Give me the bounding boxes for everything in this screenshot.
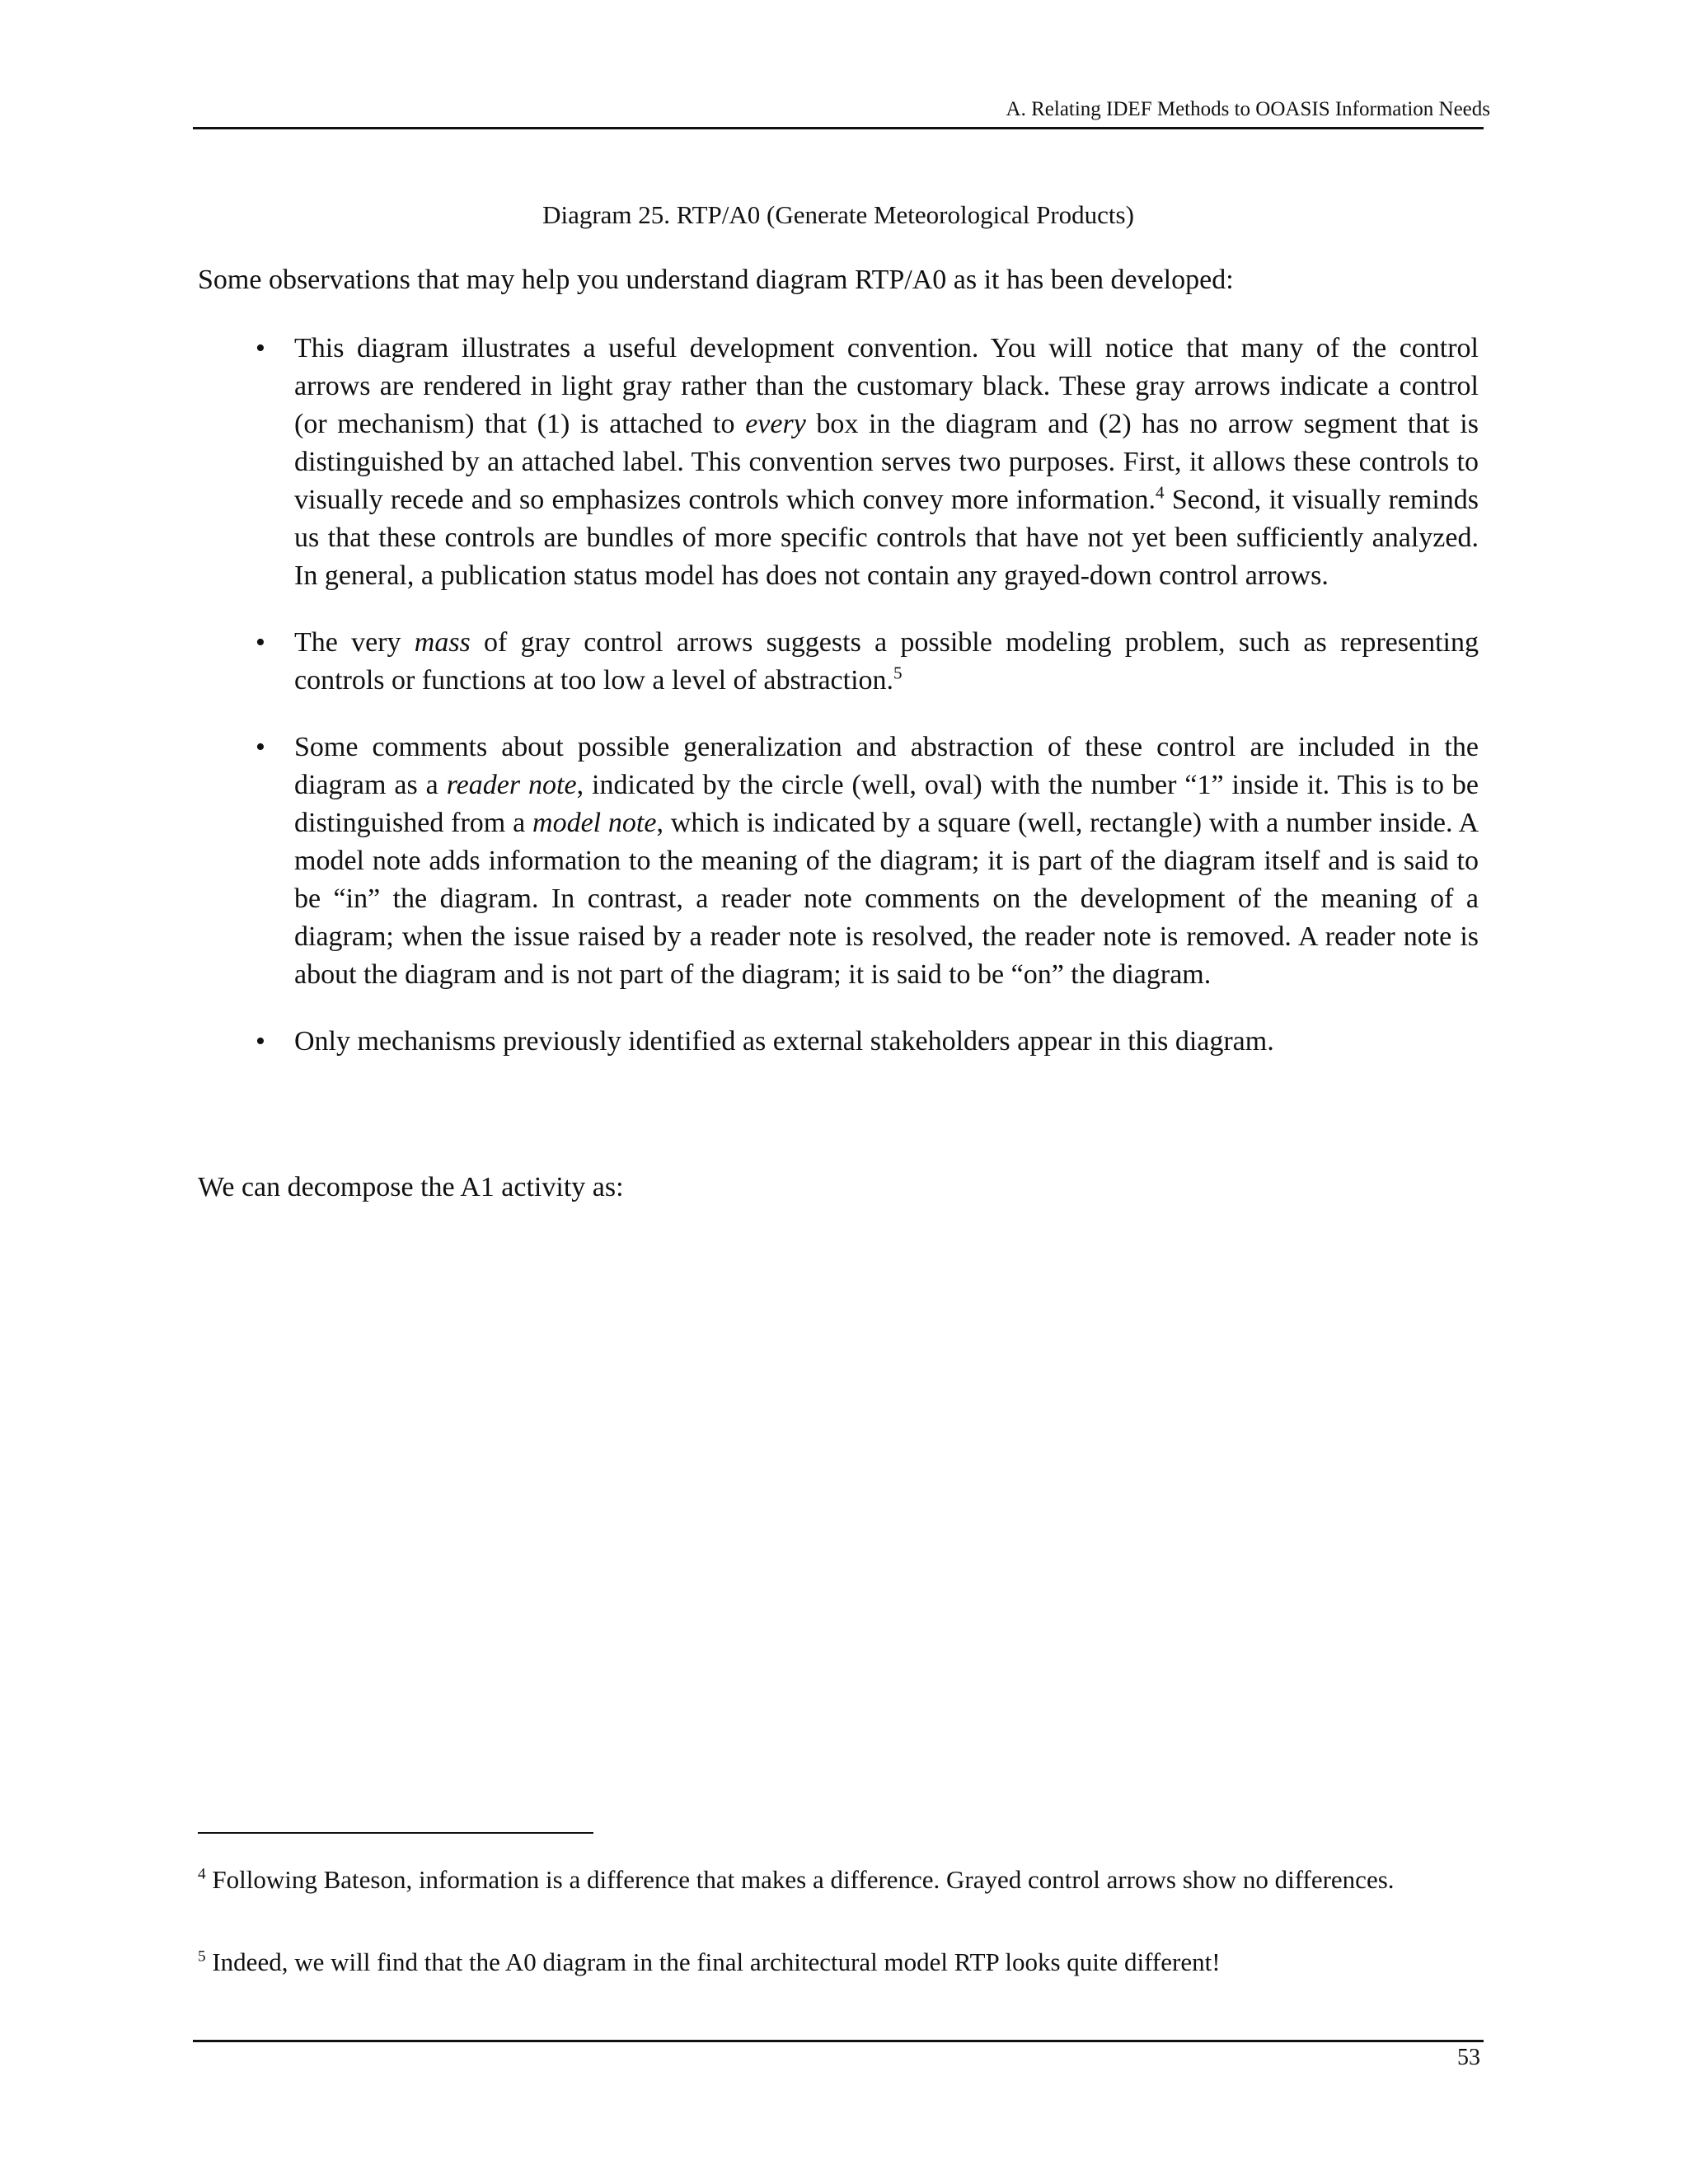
bullet-text: box in the diagram and (2) has no arrow segment that is distinguished by an attached label. This convention serves two purposes. First, it allows these controls to visually recede and so emphasizes controls which convey more information. xyxy=(294,409,1479,515)
header-rule xyxy=(193,127,1484,129)
emphasis-text: reader note xyxy=(446,770,577,800)
footnote-text: Following Bateson, information is a difference that makes a difference. Grayed control arrows show no differences. xyxy=(205,1865,1395,1894)
bullet-text: This diagram illustrates a useful development convention. You will notice that many of the control arrows are rendered in light gray rather than the customary black. These gray arrows indicate a control (or mechanism) that (1) is attached to xyxy=(294,333,1479,439)
bullet-text: Second, it visually reminds us that these controls are bundles of more specific controls that have not yet been sufficiently analyzed. In general, a publication status model has does not contain any grayed-down control arrows. xyxy=(294,485,1479,591)
footer-rule xyxy=(193,2040,1484,2042)
closing-paragraph: We can decompose the A1 activity as: xyxy=(198,1172,624,1202)
list-item xyxy=(256,1023,1479,1061)
intro-paragraph: Some observations that may help you understand diagram RTP/A0 as it has been developed: xyxy=(198,265,1234,295)
footnote xyxy=(198,1864,1434,1896)
bullet-text: of gray control arrows suggests a possible modeling problem, such as representing controls or functions at too low a level of abstraction. xyxy=(294,627,1479,696)
bullet-text: Only mechanisms previously identified as external stakeholders appear in this diagram. xyxy=(294,1026,1274,1057)
emphasis-text: model note xyxy=(532,808,657,838)
bullet-text: Some comments about possible generalization and abstraction of these control are included in the diagram as a xyxy=(294,732,1479,800)
bullet-text: , indicated by the circle (well, oval) with the number “1” inside it. This is to be distinguished from a xyxy=(294,770,1479,838)
list-item xyxy=(256,624,1479,700)
diagram-caption: Diagram 25. RTP/A0 (Generate Meteorological Products) xyxy=(542,200,1134,229)
bullet-text: , which is indicated by a square (well, rectangle) with a number inside. A model note adds information to the meaning of the diagram; it is part of the diagram itself and is said to be “in” the diagram. In contrast, a reader note comments on the development of the meaning of a diagram; when the issue raised by a reader note is resolved, the reader note is removed. A reader note is about the diagram and is not part of the diagram; it is said to be “on” the diagram. xyxy=(294,808,1479,990)
footnote-reference[interactable]: 5 xyxy=(893,663,903,683)
observation-list xyxy=(0,330,1688,1061)
footnote-mark: 4 xyxy=(198,1865,206,1883)
bullet-icon: • xyxy=(256,1026,265,1057)
footnote xyxy=(198,1947,1434,1978)
emphasis-text: mass xyxy=(414,627,471,658)
running-header: A. Relating IDEF Methods to OOASIS Information Needs xyxy=(1006,98,1490,120)
footnote-text: Indeed, we will find that the A0 diagram in the final architectural model RTP looks quite different! xyxy=(205,1947,1221,1976)
footnote-mark: 5 xyxy=(198,1947,206,1966)
bullet-icon: • xyxy=(256,732,265,762)
footnote-reference[interactable]: 4 xyxy=(1155,482,1165,503)
bullet-icon: • xyxy=(256,627,265,658)
list-item xyxy=(256,729,1479,994)
list-item xyxy=(256,330,1479,595)
bullet-icon: • xyxy=(256,333,265,363)
bullet-text: The very xyxy=(294,627,415,658)
page-number: 53 xyxy=(1457,2045,1480,2070)
footnote-separator xyxy=(198,1832,593,1834)
emphasis-text: every xyxy=(745,409,806,439)
